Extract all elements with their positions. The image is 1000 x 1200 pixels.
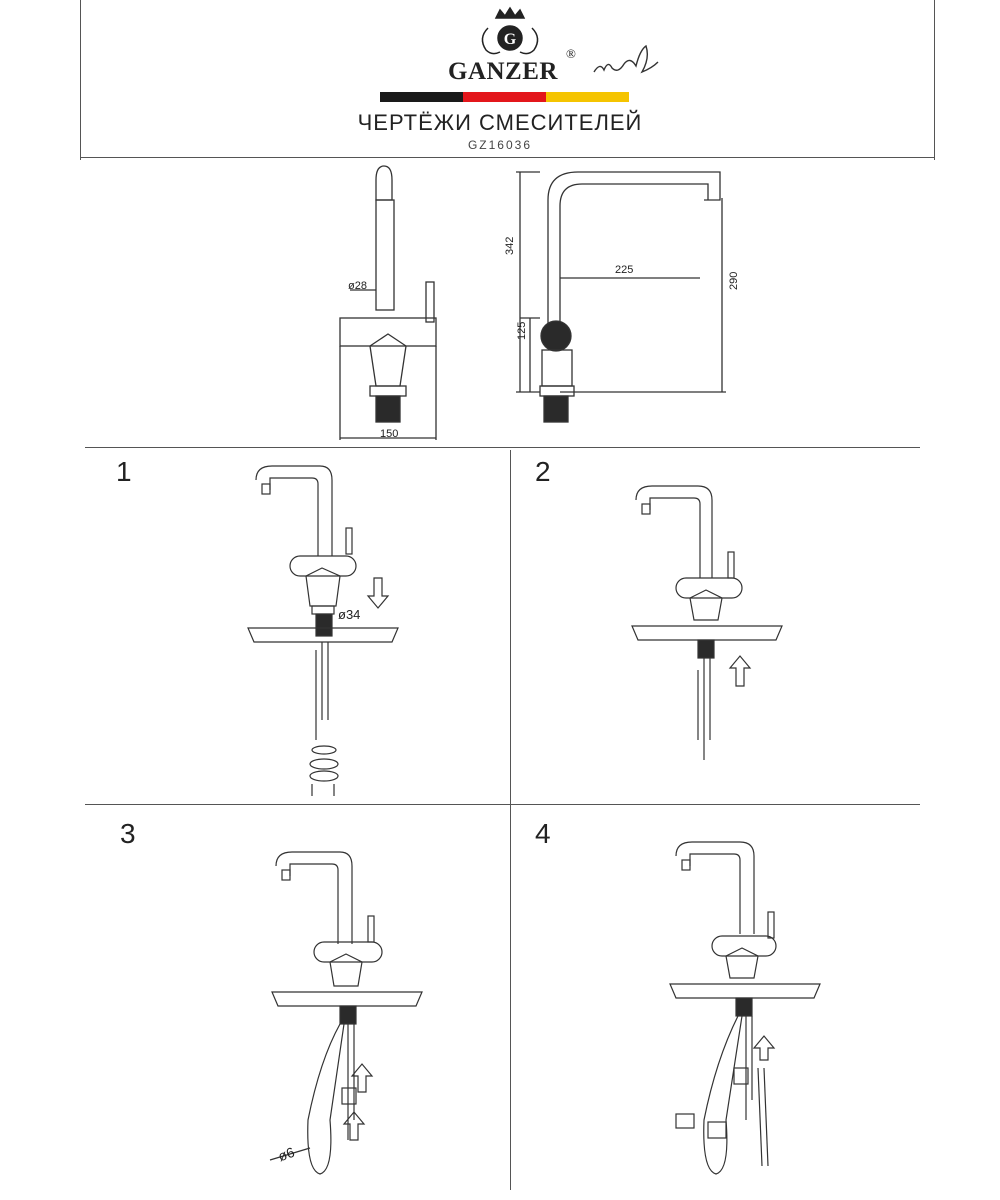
step-number-3: 3 [120,818,136,849]
dimension-diameter-top: ø28 [348,280,367,292]
dimension-spout-height: 290 [728,271,740,290]
dimension-handle-height: 125 [516,321,528,340]
dimension-total-height: 342 [504,236,516,255]
step-1-diameter-label: ø34 [338,607,361,622]
brand-name: GANZER [448,58,558,85]
dimension-base-width: 150 [380,428,399,440]
step-number-2: 2 [535,456,551,487]
svg-text:G: G [503,31,517,48]
dimension-reach: 225 [615,264,634,276]
step-number-1: 1 [116,456,132,487]
step-number-4: 4 [535,818,551,849]
page-title: ЧЕРТЁЖИ СМЕСИТЕЛЕЙ [357,110,643,135]
model-number: GZ16036 [467,138,533,152]
registered-mark: ® [566,46,576,61]
step-3-diameter-label: ø6 [275,1143,297,1165]
